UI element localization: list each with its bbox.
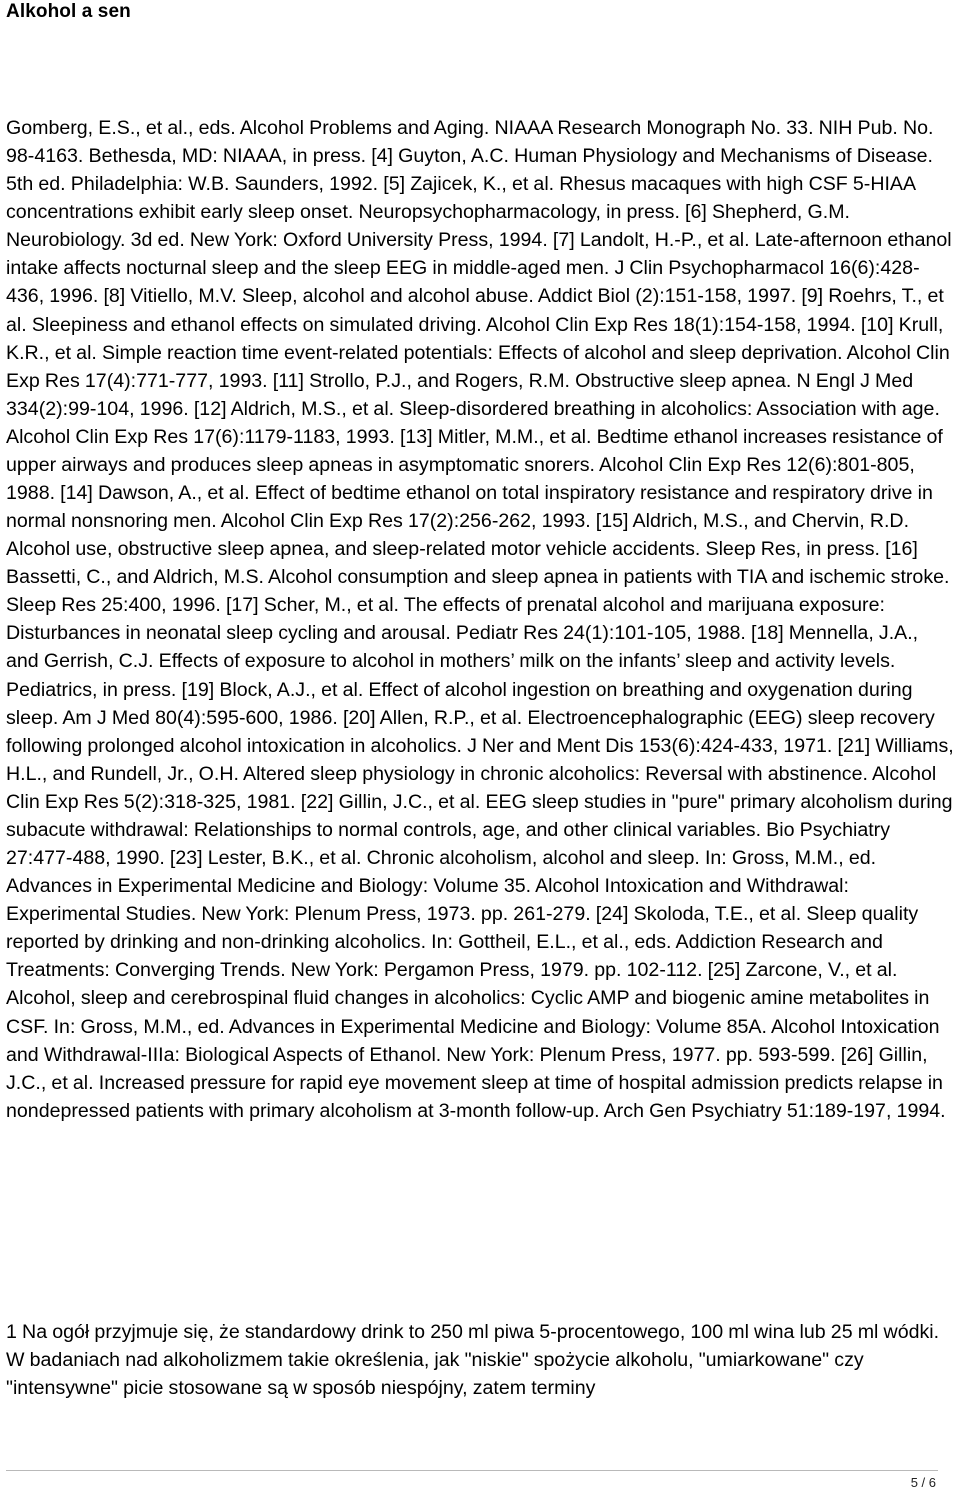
page-title: Alkohol a sen xyxy=(6,1,131,22)
footnote-text: 1 Na ogół przyjmuje się, że standardowy drink to 250 ml piwa 5-procentowego, 100 ml wina lub 25 ml wódki. W badaniach nad alkoholizmem takie określenia, jak "niskie" spożycie alkoholu, "umiarkowane" czy "intensywne" picie stosowane są w sposób niespójny, zatem terminy xyxy=(6,1321,940,1400)
page-number: 5 / 6 xyxy=(910,1475,936,1490)
footer-divider xyxy=(6,1470,938,1471)
references-paragraph: Gomberg, E.S., et al., eds. Alcohol Problems and Aging. NIAAA Research Monograph No. 33. NIH Pub. No. 98-4163. Bethesda, MD: NIAAA, in press. [4] Guyton, A.C. Human Physiology and Mechanisms of Disease. 5th ed. Philadelphia: W.B. Saunders, 1992. [5] Zajicek, K., et al. Rhesus macaques with high CSF 5-HIAA concentrations exhibit early sleep onset. Neuropsychopharmacology, in press. [6] Shepherd, G.M. Neurobiology. 3d ed. New York: Oxford University Press, 1994. [7] Landolt, H.-P., et al. Late-afternoon ethanol intake affects nocturnal sleep and the sleep EEG in middle-aged men. J Clin Psychopharmacol 16(6):428-436, 1996. [8] Vitiello, M.V. Sleep, alcohol and alcohol abuse. Addict Biol (2):151-158, 1997. [9] Roehrs, T., et al. Sleepiness and ethanol effects on simulated driving. Alcohol Clin Exp Res 18(1):154-158, 1994. [10] Krull, K.R., et al. Simple reaction time event-related potentials: Effects of alcohol and sleep deprivation. Alcohol Clin Exp Res 17(4):771-777, 1993. [11] Strollo, P.J., and Rogers, R.M. Obstructive sleep apnea. N Engl J Med 334(2):99-104, 1996. [12] Aldrich, M.S., et al. Sleep-disordered breathing in alcoholics: Association with age. Alcohol Clin Exp Res 17(6):1179-1183, 1993. [13] Mitler, M.M., et al. Bedtime ethanol increases resistance of upper airways and produces sleep apneas in asymptomatic snorers. Alcohol Clin Exp Res 12(6):801-805, 1988. [14] Dawson, A., et al. Effect of bedtime ethanol on total inspiratory resistance and respiratory drive in normal nonsnoring men. Alcohol Clin Exp Res 17(2):256-262, 1993. [15] Aldrich, M.S., and Chervin, R.D. Alcohol use, obstructive sleep apnea, and sleep-related motor vehicle accidents. Sleep Res, in press. [16] Bassetti, C., and Aldrich, M.S. Alcohol consumption and sleep apnea in patients with TIA and ischemic stroke. Sleep Res 25:400, 1996. [17] Scher, M., et al. The effects of prenatal alcohol and marijuana exposure: Disturbances in neonatal sleep cycling and arousal. Pediatr Res 24(1):101-105, 1988. [18] Mennella, J.A., and Gerrish, C.J. Effects of exposure to alcohol in mothers’ milk on the infants’ sleep and activity levels. Pediatrics, in press. [19] Block, A.J., et al. Effect of alcohol ingestion on breathing and oxygenation during sleep. Am J Med 80(4):595-600, 1986. [20] Allen, R.P., et al. Electroencephalographic (EEG) sleep recovery following prolonged alcohol intoxication in alcoholics. J Ner and Ment Dis 153(6):424-433, 1971. [21] Williams, H.L., and Rundell, Jr., O.H. Altered sleep physiology in chronic alcoholics: Reversal with abstinence. Alcohol Clin Exp Res 5(2):318-325, 1981. [22] Gillin, J.C., et al. EEG sleep studies in "pure" primary alcoholism during subacute withdrawal: Relationships to normal controls, age, and other clinical variables. Bio Psychiatry 27:477-488, 1990. [23] Lester, B.K., et al. Chronic alcoholism, alcohol and sleep. In: Gross, M.M., ed. Advances in Experimental Medicine and Biology: Volume 35. Alcohol Intoxication and Withdrawal: Experimental Studies. New York: Plenum Press, 1973. pp. 261-279. [24] Skoloda, T.E., et al. Sleep quality reported by drinking and non-drinking alcoholics. In: Gottheil, E.L., et al., eds. Addiction Research and Treatments: Converging Trends. New York: Pergamon Press, 1979. pp. 102-112. [25] Zarcone, V., et al. Alcohol, sleep and cerebrospinal fluid changes in alcoholics: Cyclic AMP and biogenic amine metabolites in CSF. In: Gross, M.M., ed. Advances in Experimental Medicine and Biology: Volume 85A. Alcohol Intoxication and Withdrawal-IIIa: Biological Aspects of Ethanol. New York: Plenum Press, 1977. pp. 593-599. [26] Gillin, J.C., et al. Increased pressure for rapid eye movement sleep at time of hospital admission predicts relapse in nondepressed patients with primary alcoholism at 3-month follow-up. Arch Gen Psychiatry 51:189-197, 1994. xyxy=(6,117,954,1122)
